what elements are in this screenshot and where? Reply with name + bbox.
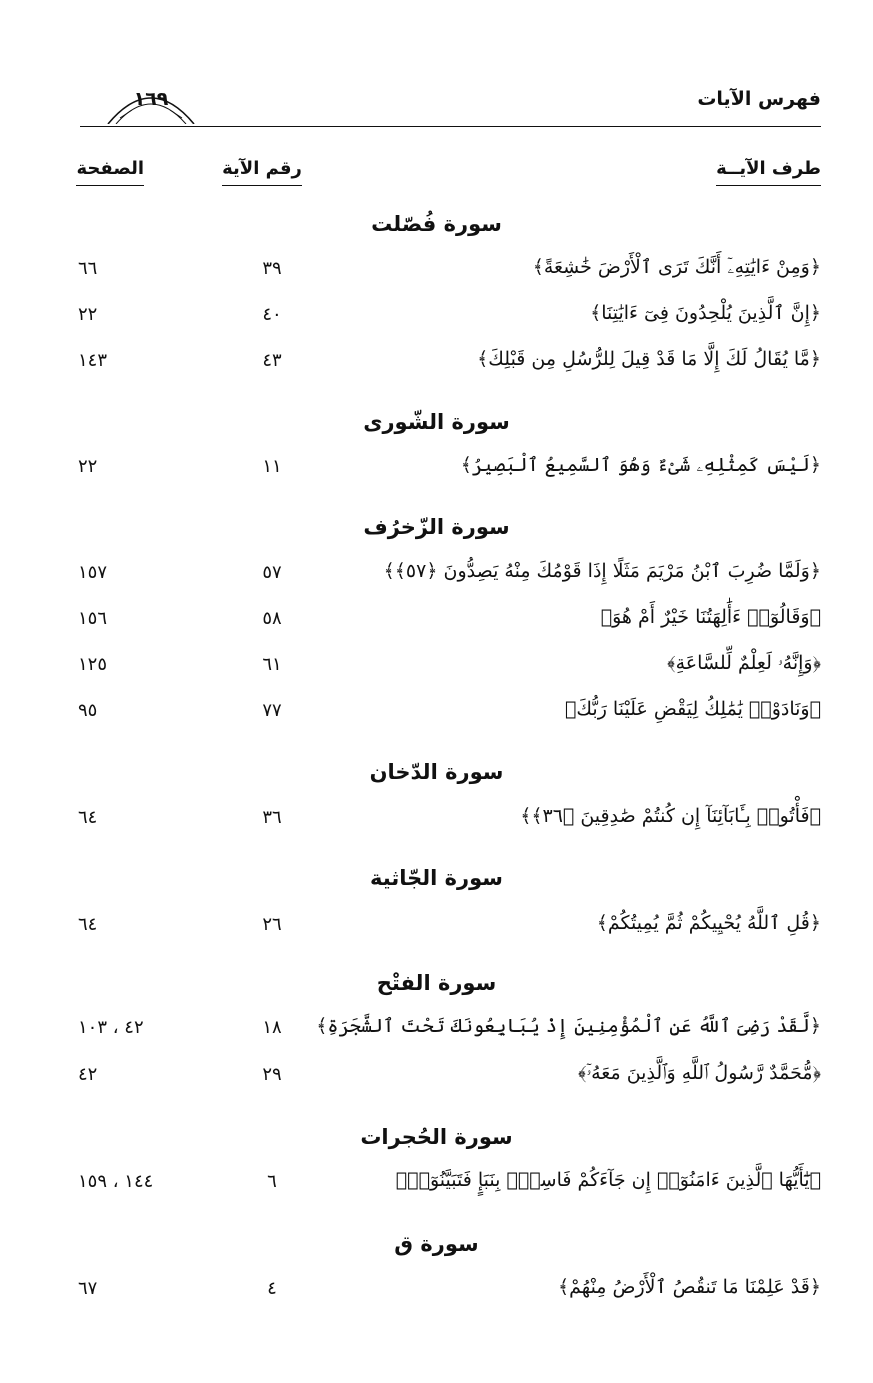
verse-text: ﴿وَقَالُوٓا۟ ءَأَٰلِهَتُنَا خَيْرٌ أَمْ هُوَ﴾: [600, 606, 821, 628]
sura-title: سورة الدّخان: [369, 760, 504, 784]
page-reference: ١٢٥: [78, 654, 108, 675]
verse-number: ٦: [267, 1171, 277, 1192]
verse-number: ٤: [267, 1278, 277, 1299]
verse-number: ١٨: [262, 1017, 282, 1038]
page-reference: ٢٢: [78, 304, 98, 325]
page-number-badge: [106, 80, 196, 124]
verse-number: ٧٧: [262, 700, 282, 721]
index-row: [0, 560, 873, 600]
verse-text: ﴿وَإِنَّهُۥ لَعِلْمٌ لِّلسَّاعَةِ﴾: [667, 652, 821, 674]
verse-number: ٣٦: [262, 807, 282, 828]
index-row: [0, 805, 873, 845]
verse-text: ﴿قَدْ عَلِمْنَا مَا تَنقُصُ ٱلْأَرْضُ مِنْهُمْ﴾: [558, 1276, 821, 1298]
verse-number: ٤٠: [262, 304, 282, 325]
page-reference: ٦٤: [78, 807, 98, 828]
page-reference: ٦٤: [78, 914, 98, 935]
verse-text: ﴿لَيْسَ كَمِثْلِهِۦ شَىْءٌ وَهُوَ ٱلسَّمِيعُ ٱلْبَصِيرُ﴾: [460, 454, 821, 476]
verse-number: ٦١: [262, 654, 282, 675]
verse-number: ١١: [262, 456, 282, 477]
sura-title: سورة فُصّلت: [371, 212, 502, 236]
index-row: [0, 698, 873, 738]
page-reference: ١٥٦: [78, 608, 108, 629]
index-row: [0, 256, 873, 296]
verse-text: ﴿وَنَادَوْا۟ يَٰمَٰلِكُ لِيَقْضِ عَلَيْنَا رَبُّكَ﴾: [565, 698, 821, 720]
verse-text: ﴿مَّا يُقَالُ لَكَ إِلَّا مَا قَدْ قِيلَ لِلرُّسُلِ مِن قَبْلِكَ﴾: [477, 348, 821, 370]
column-header-verse: طرف الآيــة: [716, 158, 821, 186]
sura-title: سورة الحُجرات: [360, 1125, 513, 1149]
running-header: [80, 78, 821, 127]
verse-number: ٤٣: [262, 350, 282, 371]
index-row: [0, 912, 873, 952]
verse-text: ﴿إِنَّ ٱلَّذِينَ يُلْحِدُونَ فِىٓ ءَايَٰتِنَا﴾: [590, 302, 821, 324]
page-reference: ١٤٣: [78, 350, 108, 371]
verse-number: ٢٩: [262, 1064, 282, 1085]
verse-text: ﴿وَلَمَّا ضُرِبَ ٱبْنُ مَرْيَمَ مَثَلًا إِذَا قَوْمُكَ مِنْهُ يَصِدُّونَ ﴿٥٧﴾﴾: [383, 560, 821, 582]
column-header-verse-number: رقم الآية: [222, 158, 302, 186]
page-reference: ٤٢ ، ١٠٣: [78, 1017, 144, 1038]
sura-title: سورة ق: [394, 1232, 479, 1256]
index-row: [0, 454, 873, 494]
page-reference: ٤٢: [78, 1064, 98, 1085]
index-row: [0, 1015, 873, 1055]
sura-title: سورة الجّاثية: [370, 866, 503, 890]
index-row: [0, 1062, 873, 1102]
verse-number: ٥٧: [262, 562, 282, 583]
index-row: [0, 652, 873, 692]
verse-text: ﴿يَٰٓأَيُّهَا ٱلَّذِينَ ءَامَنُوٓا۟ إِن جَآءَكُمْ فَاسِقٌۢ بِنَبَإٍ فَتَبَيَّنُوٓا۟﴾: [395, 1169, 821, 1191]
verse-text: ﴿قُلِ ٱللَّهُ يُحْيِيكُمْ ثُمَّ يُمِيتُكُمْ﴾: [596, 912, 821, 934]
page-reference: ٢٢: [78, 456, 98, 477]
index-row: [0, 348, 873, 388]
sura-title: سورة الزّخرُف: [363, 515, 510, 539]
verse-text: ﴿فَأْتُوا۟ بِـَٔابَآئِنَآ إِن كُنتُمْ صَٰدِقِينَ ﴿٣٦﴾﴾: [520, 805, 821, 827]
verse-number: ٣٩: [262, 258, 282, 279]
page-reference: ١٤٤ ، ١٥٩: [78, 1171, 154, 1192]
index-row: [0, 302, 873, 342]
page-reference: ٦٦: [78, 258, 98, 279]
sura-title: سورة الفتْح: [376, 971, 497, 995]
page-number: ١٦٩: [133, 88, 169, 110]
verse-text: ﴿وَمِنْ ءَايَٰتِهِۦٓ أَنَّكَ تَرَى ٱلْأَرْضَ خَٰشِعَةً﴾: [532, 256, 821, 278]
verse-text: ﴿مُّحَمَّدٌ رَّسُولُ ٱللَّهِ وَٱلَّذِينَ مَعَهُۥٓ﴾: [577, 1062, 821, 1084]
verse-text: ﴿لَّقَدْ رَضِىَ ٱللَّهُ عَنِ ٱلْمُؤْمِنِينَ إِذْ يُبَايِعُونَكَ تَحْتَ ٱلشَّجَرَةِ﴾: [316, 1015, 821, 1037]
page-reference: ٩٥: [78, 700, 98, 721]
index-row: [0, 1276, 873, 1316]
index-row: [0, 1169, 873, 1209]
column-header-page: الصفحة: [80, 158, 144, 186]
page-reference: ١٥٧: [78, 562, 108, 583]
verse-number: ٢٦: [262, 914, 282, 935]
verse-number: ٥٨: [262, 608, 282, 629]
running-title: فهرس الآيات: [697, 88, 821, 110]
page-reference: ٦٧: [78, 1278, 98, 1299]
sura-title: سورة الشّورى: [363, 410, 510, 434]
index-row: [0, 606, 873, 646]
